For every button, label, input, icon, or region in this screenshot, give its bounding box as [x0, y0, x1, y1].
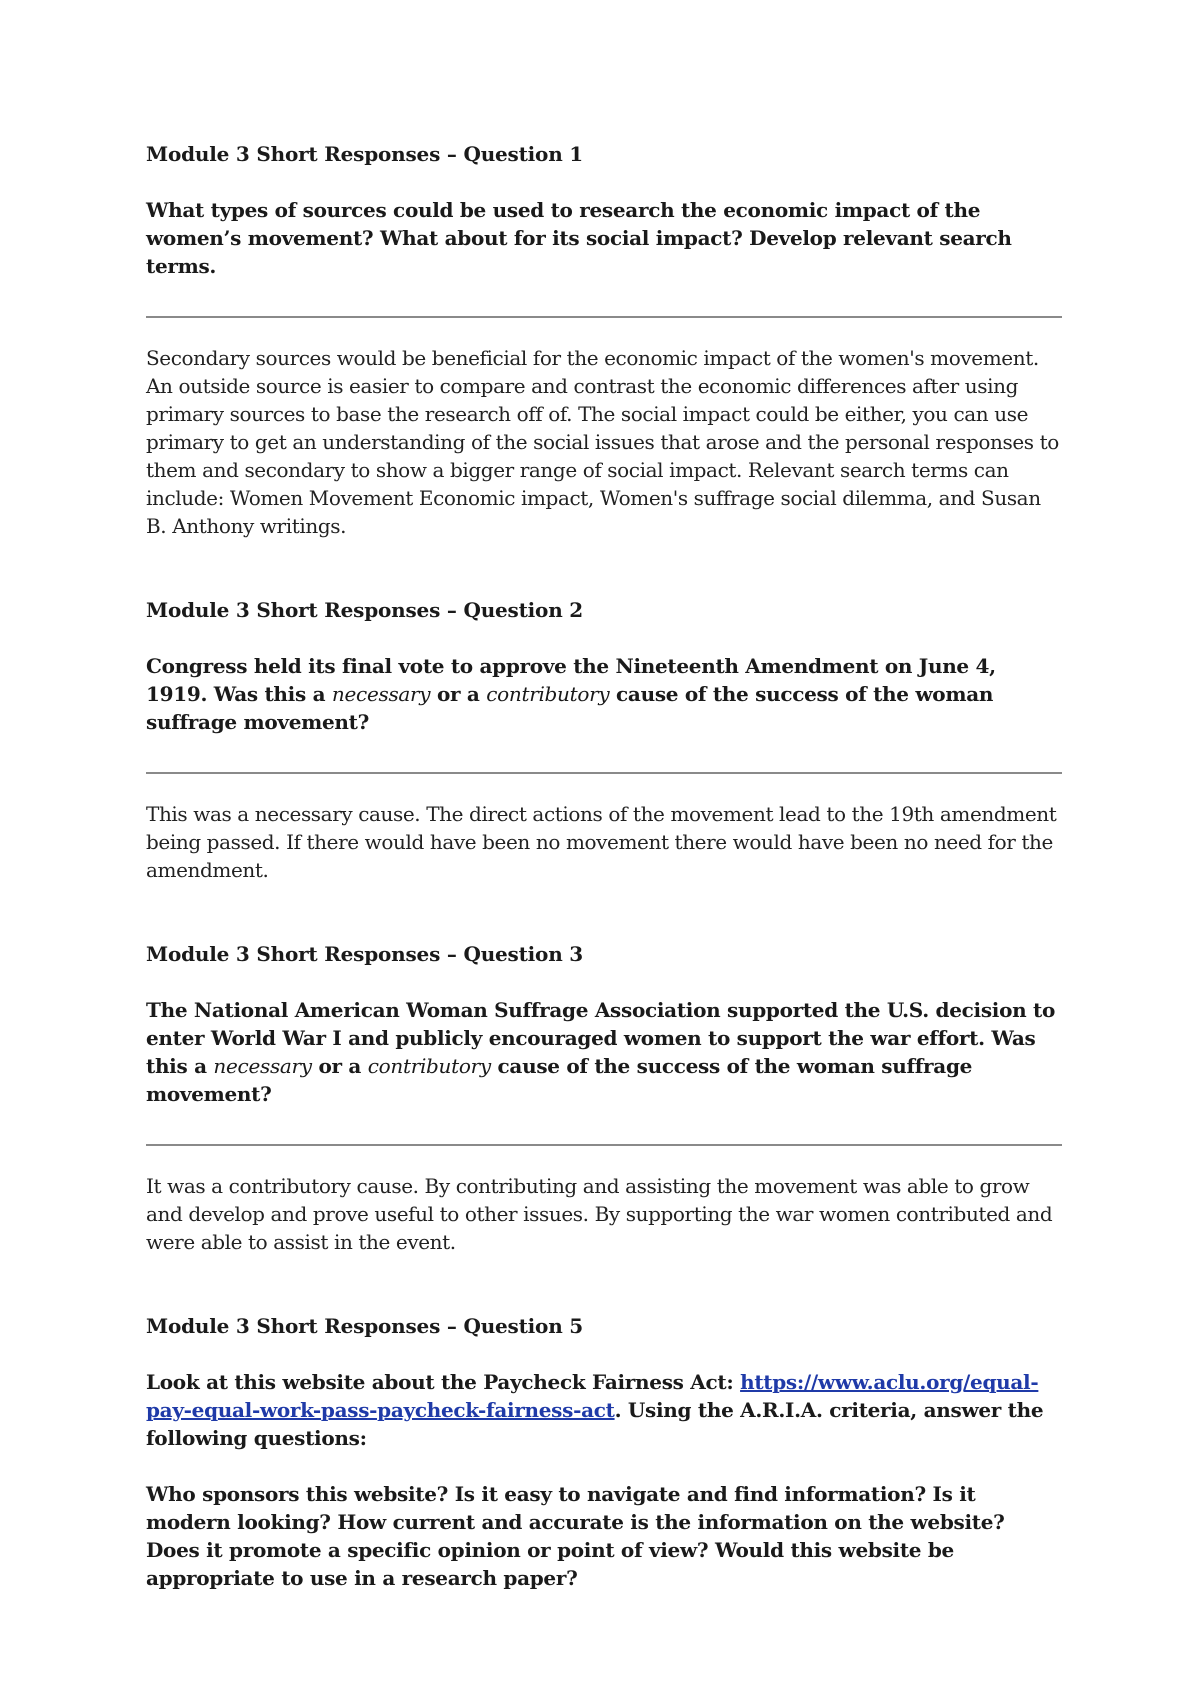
q2-answer: This was a necessary cause. The direct actions of the movement lead to the 19th amendment being passed. If there would have been no movement there would have been no need for the amendment.	[146, 802, 1057, 882]
q3-italic-necessary: necessary	[213, 1054, 312, 1078]
q1-answer: Secondary sources would be beneficial for the economic impact of the women's movement. An outside source is easier to compare and contrast the economic differences after using primary sources to base the research off of. The social impact could be either, you can use primary to get an understanding of the social issues that arose and the personal responses to them and secondary to show a bigger range of social impact. Relevant search terms can include: Women Movement Economic impact, Women's suffrage social dilemma, and Susan B. Anthony writings.	[146, 346, 1059, 538]
q2-heading: Module 3 Short Responses – Question 2	[146, 598, 584, 622]
q2-question-text-end: cause of the success of the woman suffrage movement?	[146, 682, 994, 734]
q2-italic-necessary: necessary	[331, 682, 431, 706]
q3-question	[146, 996, 1062, 1108]
q2-italic-contributory: contributory	[486, 682, 610, 706]
q5-intro	[146, 1368, 1062, 1452]
paycheck-fairness-link[interactable]: https://www.aclu.org/equal-pay-equal-work-pass-paycheck-fairness-act	[146, 1370, 1039, 1422]
q5-intro-text-end: . Using the A.R.I.A. criteria, answer the following questions:	[146, 1398, 1044, 1450]
q1-heading: Module 3 Short Responses – Question 1	[146, 142, 584, 166]
q5-heading: Module 3 Short Responses – Question 5	[146, 1314, 584, 1338]
q5-intro-text: Look at this website about the Paycheck Fairness Act:	[146, 1370, 741, 1394]
q3-heading: Module 3 Short Responses – Question 3	[146, 942, 584, 966]
q2-question-text-or: or a	[430, 682, 487, 706]
q2-question	[146, 652, 1062, 736]
q3-italic-contributory: contributory	[367, 1054, 491, 1078]
q3-answer: It was a contributory cause. By contributing and assisting the movement was able to grow and develop and prove useful to other issues. By supporting the war women contributed and were able to assist in the event.	[146, 1174, 1053, 1254]
q3-question-text-or: or a	[311, 1054, 368, 1078]
document-page	[146, 140, 1062, 1592]
q1-question: What types of sources could be used to research the economic impact of the women’s movement? What about for its social impact? Develop relevant search terms.	[146, 198, 1012, 278]
q3-question-text-end: cause of the success of the woman suffrage movement?	[146, 1054, 973, 1106]
q3-question-text: The National American Woman Suffrage Association supported the U.S. decision to enter World War I and publicly encouraged women to support the war effort. Was this a	[146, 998, 1056, 1078]
q2-question-text: Congress held its final vote to approve the Nineteenth Amendment on June 4, 1919. Was this a	[146, 654, 996, 706]
q5-questions: Who sponsors this website? Is it easy to navigate and find information? Is it modern looking? How current and accurate is the information on the website? Does it promote a specific opinion or point of view? Would this website be appropriate to use in a research paper?	[146, 1482, 1005, 1590]
